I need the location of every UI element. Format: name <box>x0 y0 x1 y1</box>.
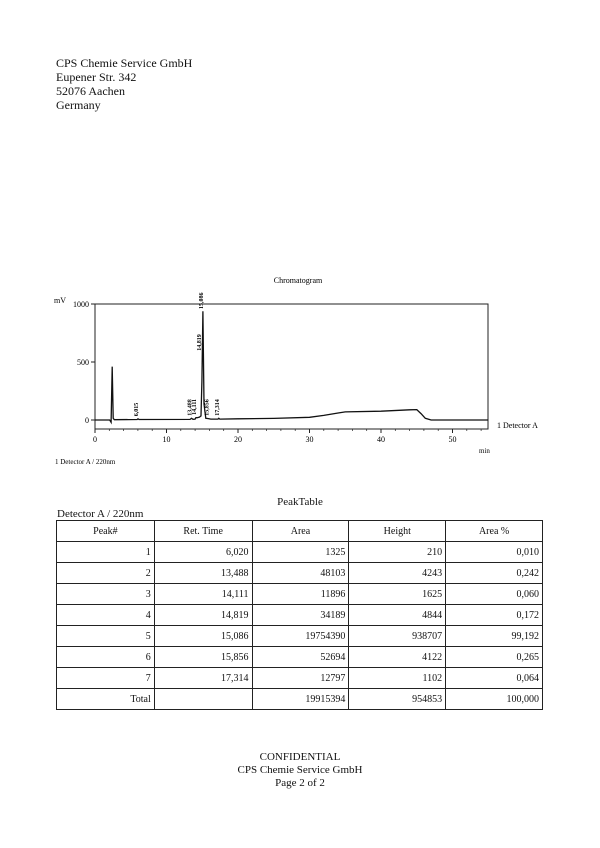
cell-ret-time: 15,086 <box>154 626 252 647</box>
cell-ret-time: 14,111 <box>154 584 252 605</box>
peak-table-title: PeakTable <box>277 496 323 508</box>
header-height: Height <box>349 521 446 542</box>
cell-ret-time: 17,314 <box>154 668 252 689</box>
y-tick-label: 500 <box>77 358 89 367</box>
table-row <box>57 563 543 584</box>
cell-area-pct: 0,172 <box>446 605 543 626</box>
peak-label: 13,488 <box>187 399 194 416</box>
cell-height: 4243 <box>349 563 446 584</box>
x-tick-label: 20 <box>234 435 242 444</box>
y-tick-label: 0 <box>85 416 89 425</box>
table-row <box>57 668 543 689</box>
x-tick-label: 10 <box>162 435 171 444</box>
series-label: 1 Detector A <box>497 421 538 430</box>
company-country: Germany <box>56 98 101 112</box>
cell-area: 19754390 <box>252 626 349 647</box>
cell-area: 11896 <box>252 584 349 605</box>
cell-peak: 4 <box>57 605 155 626</box>
cell-ret-time: 15,856 <box>154 647 252 668</box>
cell-area: 52694 <box>252 647 349 668</box>
page-footer <box>0 751 600 790</box>
cell-height: 4122 <box>349 647 446 668</box>
cell-area: 1325 <box>252 542 349 563</box>
cell-peak: 1 <box>57 542 155 563</box>
cell-peak: 3 <box>57 584 155 605</box>
total-area: 19915394 <box>252 689 349 710</box>
x-tick-label: 30 <box>305 435 314 444</box>
footer-confidential: CONFIDENTIAL <box>259 751 341 763</box>
header-area: Area <box>252 521 349 542</box>
plot-frame <box>95 304 488 429</box>
cell-ret-time: 14,819 <box>154 605 252 626</box>
peak-label: 6,015 <box>133 402 140 417</box>
total-ret-time <box>154 689 252 710</box>
company-street: Eupener Str. 342 <box>56 70 137 84</box>
peak-table-detector: Detector A / 220nm <box>57 508 144 520</box>
y-axis-label: mV <box>54 296 66 305</box>
x-tick-label: 40 <box>377 435 385 444</box>
table-total-row <box>57 689 543 710</box>
cell-height: 938707 <box>349 626 446 647</box>
cell-area-pct: 0,064 <box>446 668 543 689</box>
cell-peak: 6 <box>57 647 155 668</box>
peak-label: 15,856 <box>204 399 211 416</box>
cell-height: 210 <box>349 542 446 563</box>
table-row <box>57 626 543 647</box>
cell-height: 1625 <box>349 584 446 605</box>
peak-label: 14,819 <box>197 334 204 351</box>
cell-area-pct: 99,192 <box>446 626 543 647</box>
x-tick-label: 50 <box>448 435 457 444</box>
cell-ret-time: 6,020 <box>154 542 252 563</box>
x-tick-label: 0 <box>93 435 97 444</box>
cell-area-pct: 0,265 <box>446 647 543 668</box>
cell-area: 12797 <box>252 668 349 689</box>
axis-ticks <box>73 300 481 444</box>
chromatogram-trace <box>95 311 488 422</box>
peak-label: 14,111 <box>191 398 198 415</box>
table-row <box>57 647 543 668</box>
cell-ret-time: 13,488 <box>154 563 252 584</box>
total-area-pct: 100,000 <box>446 689 543 710</box>
chart-title: Chromatogram <box>273 276 323 285</box>
cell-area-pct: 0,060 <box>446 584 543 605</box>
table-row <box>57 605 543 626</box>
cell-peak: 7 <box>57 668 155 689</box>
cell-area: 48103 <box>252 563 349 584</box>
cell-height: 4844 <box>349 605 446 626</box>
cell-area: 34189 <box>252 605 349 626</box>
cell-peak: 2 <box>57 563 155 584</box>
table-row <box>57 584 543 605</box>
peak-labels <box>134 293 221 417</box>
cell-area-pct: 0,242 <box>446 563 543 584</box>
header-ret-time: Ret. Time <box>154 521 252 542</box>
footer-page-number: Page 2 of 2 <box>275 777 325 789</box>
company-city: 52076 Aachen <box>56 84 125 98</box>
total-label: Total <box>57 689 155 710</box>
company-name: CPS Chemie Service GmbH <box>56 56 193 70</box>
peak-label: 17,314 <box>214 399 221 416</box>
y-tick-label: 1000 <box>73 300 89 309</box>
chart-legend: 1 Detector A / 220nm <box>55 458 116 466</box>
cell-height: 1102 <box>349 668 446 689</box>
header-area-pct: Area % <box>446 521 543 542</box>
header-peak: Peak# <box>57 521 155 542</box>
footer-company: CPS Chemie Service GmbH <box>237 764 363 776</box>
peak-label: 15,086 <box>198 292 205 310</box>
table-row <box>57 542 543 563</box>
table-header-row <box>57 521 543 542</box>
x-axis-label: min <box>479 447 490 455</box>
cell-peak: 5 <box>57 626 155 647</box>
cell-area-pct: 0,010 <box>446 542 543 563</box>
total-height: 954853 <box>349 689 446 710</box>
peak-table <box>56 520 543 710</box>
